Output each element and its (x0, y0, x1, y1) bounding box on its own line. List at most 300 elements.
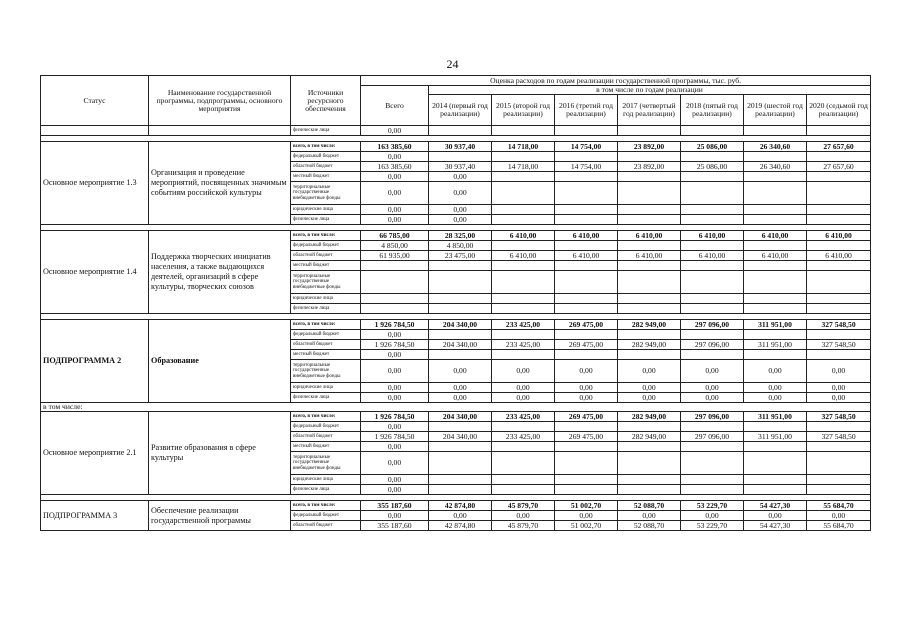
year-cell: 0,00 (681, 360, 744, 383)
header-year: 2017 (четвертый год реализации) (618, 95, 681, 126)
total-cell: 0,00 (361, 475, 429, 485)
year-cell: 14 754,00 (555, 142, 618, 152)
year-cell: 28 325,00 (429, 231, 492, 241)
total-cell: 1 926 784,50 (361, 320, 429, 330)
year-cell (681, 475, 744, 485)
year-cell: 0,00 (555, 511, 618, 521)
year-cell (744, 172, 807, 182)
table-row (41, 501, 871, 511)
year-cell (807, 350, 871, 360)
source-cell: физические лица (291, 126, 361, 136)
year-cell (618, 215, 681, 225)
header-year: 2019 (шестой год реализации) (744, 95, 807, 126)
year-cell: 0,00 (492, 383, 555, 393)
year-cell: 0,00 (618, 383, 681, 393)
year-cell: 297 096,00 (681, 412, 744, 422)
total-cell: 0,00 (361, 215, 429, 225)
header-row (41, 76, 871, 86)
year-cell: 55 684,70 (807, 521, 871, 531)
year-cell (618, 475, 681, 485)
year-cell: 42 874,80 (429, 501, 492, 511)
year-cell (492, 304, 555, 314)
year-cell: 51 002,70 (555, 501, 618, 511)
year-cell: 0,00 (744, 360, 807, 383)
year-cell (429, 304, 492, 314)
source-cell: всего, в том числе: (291, 142, 361, 152)
year-cell: 0,00 (429, 182, 492, 205)
year-cell (681, 126, 744, 136)
source-cell: федеральный бюджет (291, 152, 361, 162)
year-cell (429, 152, 492, 162)
year-cell: 6 410,00 (492, 231, 555, 241)
total-cell (361, 261, 429, 271)
year-cell (807, 152, 871, 162)
year-cell (429, 442, 492, 452)
year-cell (744, 452, 807, 475)
year-cell: 311 951,00 (744, 432, 807, 442)
year-cell: 0,00 (681, 383, 744, 393)
year-cell: 204 340,00 (429, 412, 492, 422)
total-cell: 355 187,60 (361, 521, 429, 531)
year-cell: 6 410,00 (555, 231, 618, 241)
total-cell: 0,00 (361, 452, 429, 475)
budget-table (40, 75, 871, 531)
year-cell (744, 261, 807, 271)
year-cell: 204 340,00 (429, 340, 492, 350)
year-cell: 6 410,00 (681, 231, 744, 241)
name-cell: Организация и проведение мероприятий, посвященных значимым событиям российской культуры (149, 142, 291, 225)
source-cell: местный бюджет (291, 261, 361, 271)
year-cell: 0,00 (429, 172, 492, 182)
status-cell (41, 126, 149, 136)
year-cell: 52 088,70 (618, 501, 681, 511)
total-cell: 0,00 (361, 511, 429, 521)
year-cell: 233 425,00 (492, 432, 555, 442)
year-cell (681, 422, 744, 432)
source-cell: местный бюджет (291, 350, 361, 360)
year-cell: 26 340,60 (744, 162, 807, 172)
year-cell: 327 548,50 (807, 432, 871, 442)
source-cell: всего, в том числе: (291, 501, 361, 511)
year-cell (618, 172, 681, 182)
header-incl: в том числе по годам реализации (429, 86, 871, 95)
year-cell: 6 410,00 (555, 251, 618, 261)
year-cell (492, 475, 555, 485)
year-cell (618, 485, 681, 495)
status-cell: ПОДПРОГРАММА 3 (41, 501, 149, 531)
status-cell: Основное мероприятие 2.1 (41, 412, 149, 495)
source-cell: территориальные государственные внебюджетные фонды (291, 271, 361, 294)
status-cell: ПОДПРОГРАММА 2 (41, 320, 149, 403)
year-cell: 282 949,00 (618, 412, 681, 422)
year-cell: 0,00 (429, 383, 492, 393)
total-cell: 163 385,60 (361, 142, 429, 152)
year-cell (807, 330, 871, 340)
year-cell: 233 425,00 (492, 320, 555, 330)
source-cell: областной бюджет (291, 521, 361, 531)
total-cell: 61 935,00 (361, 251, 429, 261)
year-cell (744, 126, 807, 136)
year-cell: 6 410,00 (744, 231, 807, 241)
year-cell: 6 410,00 (744, 251, 807, 261)
year-cell (807, 182, 871, 205)
year-cell (429, 475, 492, 485)
year-cell: 55 684,70 (807, 501, 871, 511)
year-cell: 0,00 (429, 205, 492, 215)
year-cell: 53 229,70 (681, 521, 744, 531)
header-total: Всего (361, 86, 429, 126)
year-cell (618, 271, 681, 294)
year-cell: 0,00 (429, 393, 492, 403)
year-cell: 0,00 (492, 393, 555, 403)
year-cell: 233 425,00 (492, 340, 555, 350)
year-cell (681, 152, 744, 162)
source-cell: федеральный бюджет (291, 422, 361, 432)
year-cell (744, 241, 807, 251)
year-cell (555, 304, 618, 314)
status-cell: Основное мероприятие 1.4 (41, 231, 149, 314)
year-cell (555, 422, 618, 432)
year-cell: 0,00 (429, 215, 492, 225)
year-cell: 0,00 (618, 393, 681, 403)
year-cell (492, 271, 555, 294)
source-cell: физические лица (291, 485, 361, 495)
total-cell: 0,00 (361, 330, 429, 340)
year-cell: 51 002,70 (555, 521, 618, 531)
year-cell (492, 294, 555, 304)
year-cell: 311 951,00 (744, 412, 807, 422)
year-cell: 45 879,70 (492, 521, 555, 531)
year-cell (618, 422, 681, 432)
year-cell (744, 330, 807, 340)
year-cell (492, 330, 555, 340)
year-cell: 0,00 (429, 511, 492, 521)
total-cell (361, 271, 429, 294)
year-cell: 0,00 (429, 360, 492, 383)
year-cell: 27 657,60 (807, 162, 871, 172)
year-cell: 282 949,00 (618, 432, 681, 442)
year-cell (681, 350, 744, 360)
year-cell: 327 548,50 (807, 412, 871, 422)
year-cell (744, 182, 807, 205)
year-cell (807, 241, 871, 251)
year-cell (492, 241, 555, 251)
year-cell (681, 452, 744, 475)
year-cell (429, 350, 492, 360)
year-cell (807, 442, 871, 452)
total-cell: 0,00 (361, 152, 429, 162)
year-cell (492, 182, 555, 205)
source-cell: областной бюджет (291, 340, 361, 350)
year-cell (807, 126, 871, 136)
year-cell: 233 425,00 (492, 412, 555, 422)
year-cell: 0,00 (807, 383, 871, 393)
source-cell: федеральный бюджет (291, 241, 361, 251)
total-cell (361, 294, 429, 304)
year-cell: 0,00 (492, 360, 555, 383)
year-cell: 27 657,60 (807, 142, 871, 152)
year-cell: 0,00 (681, 511, 744, 521)
year-cell: 204 340,00 (429, 320, 492, 330)
year-cell (492, 422, 555, 432)
year-cell: 0,00 (555, 360, 618, 383)
year-cell (807, 475, 871, 485)
year-cell: 0,00 (744, 393, 807, 403)
year-cell (681, 205, 744, 215)
year-cell (555, 261, 618, 271)
year-cell: 30 937,40 (429, 142, 492, 152)
year-cell: 282 949,00 (618, 320, 681, 330)
year-cell (744, 475, 807, 485)
year-cell (492, 205, 555, 215)
year-cell: 327 548,50 (807, 340, 871, 350)
source-cell: всего, в том числе: (291, 231, 361, 241)
section-label: в том числе: (41, 403, 871, 412)
year-cell (429, 422, 492, 432)
year-cell (618, 152, 681, 162)
year-cell (492, 215, 555, 225)
year-cell (807, 215, 871, 225)
table-row (41, 142, 871, 152)
year-cell (681, 215, 744, 225)
year-cell (807, 452, 871, 475)
source-cell: территориальные государственные внебюджетные фонды (291, 452, 361, 475)
table-row (41, 320, 871, 330)
header-year: 2016 (третий год реализации) (555, 95, 618, 126)
year-cell (807, 172, 871, 182)
header-status: Статус (41, 76, 149, 126)
year-cell (492, 350, 555, 360)
year-cell: 42 874,80 (429, 521, 492, 531)
year-cell (618, 294, 681, 304)
source-cell: всего, в том числе: (291, 412, 361, 422)
header-estimate: Оценка расходов по годам реализации государственной программы, тыс. руб. (361, 76, 871, 86)
table-row (41, 126, 871, 136)
table-row (41, 231, 871, 241)
source-cell: местный бюджет (291, 172, 361, 182)
year-cell (429, 294, 492, 304)
year-cell: 14 718,00 (492, 162, 555, 172)
year-cell: 6 410,00 (807, 231, 871, 241)
year-cell (492, 485, 555, 495)
year-cell: 297 096,00 (681, 432, 744, 442)
year-cell (429, 485, 492, 495)
source-cell: физические лица (291, 304, 361, 314)
total-cell: 1 926 784,50 (361, 412, 429, 422)
year-cell: 23 475,00 (429, 251, 492, 261)
status-cell: Основное мероприятие 1.3 (41, 142, 149, 225)
year-cell (618, 261, 681, 271)
total-cell: 4 850,00 (361, 241, 429, 251)
year-cell (555, 271, 618, 294)
total-cell: 1 926 784,50 (361, 432, 429, 442)
year-cell (555, 182, 618, 205)
year-cell (807, 304, 871, 314)
total-cell: 0,00 (361, 383, 429, 393)
source-cell: всего, в том числе: (291, 320, 361, 330)
source-cell: федеральный бюджет (291, 511, 361, 521)
name-cell: Образование (149, 320, 291, 403)
name-cell: Обеспечение реализации государственной программы (149, 501, 291, 531)
year-cell (744, 350, 807, 360)
total-cell: 0,00 (361, 205, 429, 215)
year-cell: 0,00 (618, 511, 681, 521)
year-cell: 4 850,00 (429, 241, 492, 251)
year-cell (807, 485, 871, 495)
year-cell (807, 205, 871, 215)
year-cell (618, 126, 681, 136)
total-cell: 0,00 (361, 422, 429, 432)
year-cell (807, 422, 871, 432)
year-cell: 6 410,00 (618, 231, 681, 241)
page-number: 24 (446, 57, 459, 71)
year-cell: 0,00 (807, 360, 871, 383)
year-cell (681, 172, 744, 182)
source-cell: местный бюджет (291, 442, 361, 452)
year-cell: 26 340,60 (744, 142, 807, 152)
year-cell (492, 152, 555, 162)
year-cell: 0,00 (492, 511, 555, 521)
year-cell (681, 304, 744, 314)
year-cell (429, 126, 492, 136)
year-cell (429, 261, 492, 271)
year-cell: 23 892,00 (618, 162, 681, 172)
year-cell: 6 410,00 (618, 251, 681, 261)
year-cell: 54 427,30 (744, 521, 807, 531)
year-cell (555, 126, 618, 136)
year-cell: 0,00 (744, 511, 807, 521)
year-cell (807, 271, 871, 294)
year-cell (618, 182, 681, 205)
header-year: 2018 (пятый год реализации) (681, 95, 744, 126)
total-cell: 1 926 784,50 (361, 340, 429, 350)
name-cell: Развитие образования в сфере культуры (149, 412, 291, 495)
year-cell (492, 261, 555, 271)
year-cell: 269 475,00 (555, 320, 618, 330)
year-cell (429, 452, 492, 475)
year-cell (681, 294, 744, 304)
year-cell (555, 442, 618, 452)
source-cell: областной бюджет (291, 251, 361, 261)
header-year: 2020 (седьмой год реализации) (807, 95, 871, 126)
year-cell (492, 126, 555, 136)
year-cell: 0,00 (807, 511, 871, 521)
year-cell (681, 485, 744, 495)
total-cell: 0,00 (361, 485, 429, 495)
year-cell (681, 261, 744, 271)
year-cell (618, 350, 681, 360)
header-year: 2014 (первый год реализации) (429, 95, 492, 126)
source-cell: юридические лица (291, 294, 361, 304)
year-cell: 54 427,30 (744, 501, 807, 511)
year-cell (681, 271, 744, 294)
year-cell (744, 294, 807, 304)
header-year: 2015 (второй год реализации) (492, 95, 555, 126)
source-cell: областной бюджет (291, 162, 361, 172)
year-cell: 30 937,40 (429, 162, 492, 172)
year-cell (555, 172, 618, 182)
source-cell: территориальные государственные внебюджетные фонды (291, 360, 361, 383)
year-cell: 0,00 (555, 383, 618, 393)
year-cell: 269 475,00 (555, 340, 618, 350)
source-cell: юридические лица (291, 475, 361, 485)
year-cell (744, 152, 807, 162)
year-cell (744, 215, 807, 225)
total-cell: 0,00 (361, 172, 429, 182)
year-cell (681, 241, 744, 251)
total-cell: 0,00 (361, 393, 429, 403)
total-cell: 163 385,60 (361, 162, 429, 172)
name-cell (149, 126, 291, 136)
year-cell (618, 442, 681, 452)
year-cell (618, 452, 681, 475)
year-cell (807, 294, 871, 304)
year-cell: 6 410,00 (492, 251, 555, 261)
source-cell: юридические лица (291, 205, 361, 215)
year-cell (429, 271, 492, 294)
year-cell: 25 086,00 (681, 162, 744, 172)
year-cell (555, 330, 618, 340)
year-cell (555, 294, 618, 304)
header-name: Наименование государственной программы, подпрограммы, основного мероприятия (149, 76, 291, 126)
total-cell (361, 304, 429, 314)
year-cell: 14 718,00 (492, 142, 555, 152)
year-cell (492, 172, 555, 182)
year-cell (744, 304, 807, 314)
year-cell: 0,00 (681, 393, 744, 403)
table-body (41, 76, 871, 531)
year-cell (555, 215, 618, 225)
year-cell (807, 261, 871, 271)
year-cell: 282 949,00 (618, 340, 681, 350)
year-cell: 311 951,00 (744, 320, 807, 330)
year-cell: 0,00 (555, 393, 618, 403)
year-cell (618, 241, 681, 251)
year-cell (618, 205, 681, 215)
table-row (41, 412, 871, 422)
year-cell: 297 096,00 (681, 340, 744, 350)
year-cell: 0,00 (618, 360, 681, 383)
total-cell: 355 187,60 (361, 501, 429, 511)
year-cell (555, 452, 618, 475)
source-cell: областной бюджет (291, 432, 361, 442)
total-cell: 0,00 (361, 126, 429, 136)
year-cell (555, 205, 618, 215)
year-cell: 45 879,70 (492, 501, 555, 511)
name-cell: Поддержка творческих инициатив населения, а также выдающихся деятелей, организаций в сфере культуры, творческих союзов (149, 231, 291, 314)
year-cell: 6 410,00 (681, 251, 744, 261)
year-cell (492, 452, 555, 475)
year-cell (681, 182, 744, 205)
year-cell: 269 475,00 (555, 412, 618, 422)
total-cell: 0,00 (361, 442, 429, 452)
year-cell: 53 229,70 (681, 501, 744, 511)
total-cell: 0,00 (361, 360, 429, 383)
year-cell: 0,00 (807, 393, 871, 403)
year-cell (492, 442, 555, 452)
year-cell (555, 241, 618, 251)
source-cell: физические лица (291, 215, 361, 225)
section-row (41, 403, 871, 412)
total-cell: 0,00 (361, 182, 429, 205)
year-cell (618, 304, 681, 314)
source-cell: территориальные государственные внебюджетные фонды (291, 182, 361, 205)
year-cell (744, 485, 807, 495)
year-cell: 269 475,00 (555, 432, 618, 442)
year-cell: 23 892,00 (618, 142, 681, 152)
year-cell (555, 350, 618, 360)
year-cell: 311 951,00 (744, 340, 807, 350)
